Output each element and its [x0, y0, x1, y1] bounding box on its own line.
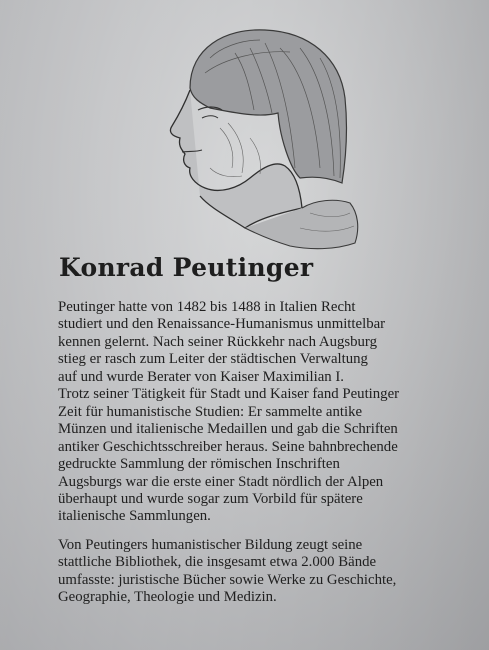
- text-line: stieg er rasch zum Leiter der städtischen Verwaltung: [58, 351, 368, 368]
- text-line: umfasste: juristische Bücher sowie Werke zu Geschichte,: [58, 571, 397, 588]
- text-line: Augsburgs war die erste einer Stadt nördlich der Alpen: [58, 473, 384, 490]
- portrait-engraving: [150, 18, 365, 258]
- text-line: antiker Geschichtsschreiber heraus. Seine bahnbrechende: [58, 438, 398, 455]
- text-line: gedruckte Sammlung der römischen Inschriften: [58, 456, 340, 473]
- paragraph-1: [58, 299, 478, 526]
- text-line: Peutinger hatte von 1482 bis 1488 in Italien Recht: [58, 299, 356, 315]
- text-line: Geographie, Theologie und Medizin.: [58, 589, 277, 606]
- page-title: Konrad Peutinger: [59, 253, 314, 282]
- paragraph-gap: [58, 526, 478, 537]
- paragraph-2: [58, 537, 478, 607]
- text-line: Münzen und italienische Medaillen und gab die Schriften: [58, 421, 398, 438]
- text-line: italienische Sammlungen.: [58, 508, 211, 525]
- text-line: stattliche Bibliothek, die insgesamt etwa 2.000 Bände: [58, 554, 377, 571]
- text-line: kennen gelernt. Nach seiner Rückkehr nach Augsburg: [58, 333, 377, 350]
- text-line: studiert und den Renaissance-Humanismus unmittelbar: [58, 316, 386, 333]
- text-line: Zeit für humanistische Studien: Er sammelte antike: [58, 403, 363, 420]
- text-line: Von Peutingers humanistischer Bildung zeugt seine: [58, 536, 363, 553]
- text-line: Trotz seiner Tätigkeit für Stadt und Kaiser fand Peutinger: [58, 386, 400, 403]
- text-line: überhaupt und wurde sogar zum Vorbild für spätere: [58, 490, 363, 507]
- text-line: auf und wurde Berater von Kaiser Maximilian I.: [58, 368, 344, 385]
- biography-text: [58, 299, 478, 607]
